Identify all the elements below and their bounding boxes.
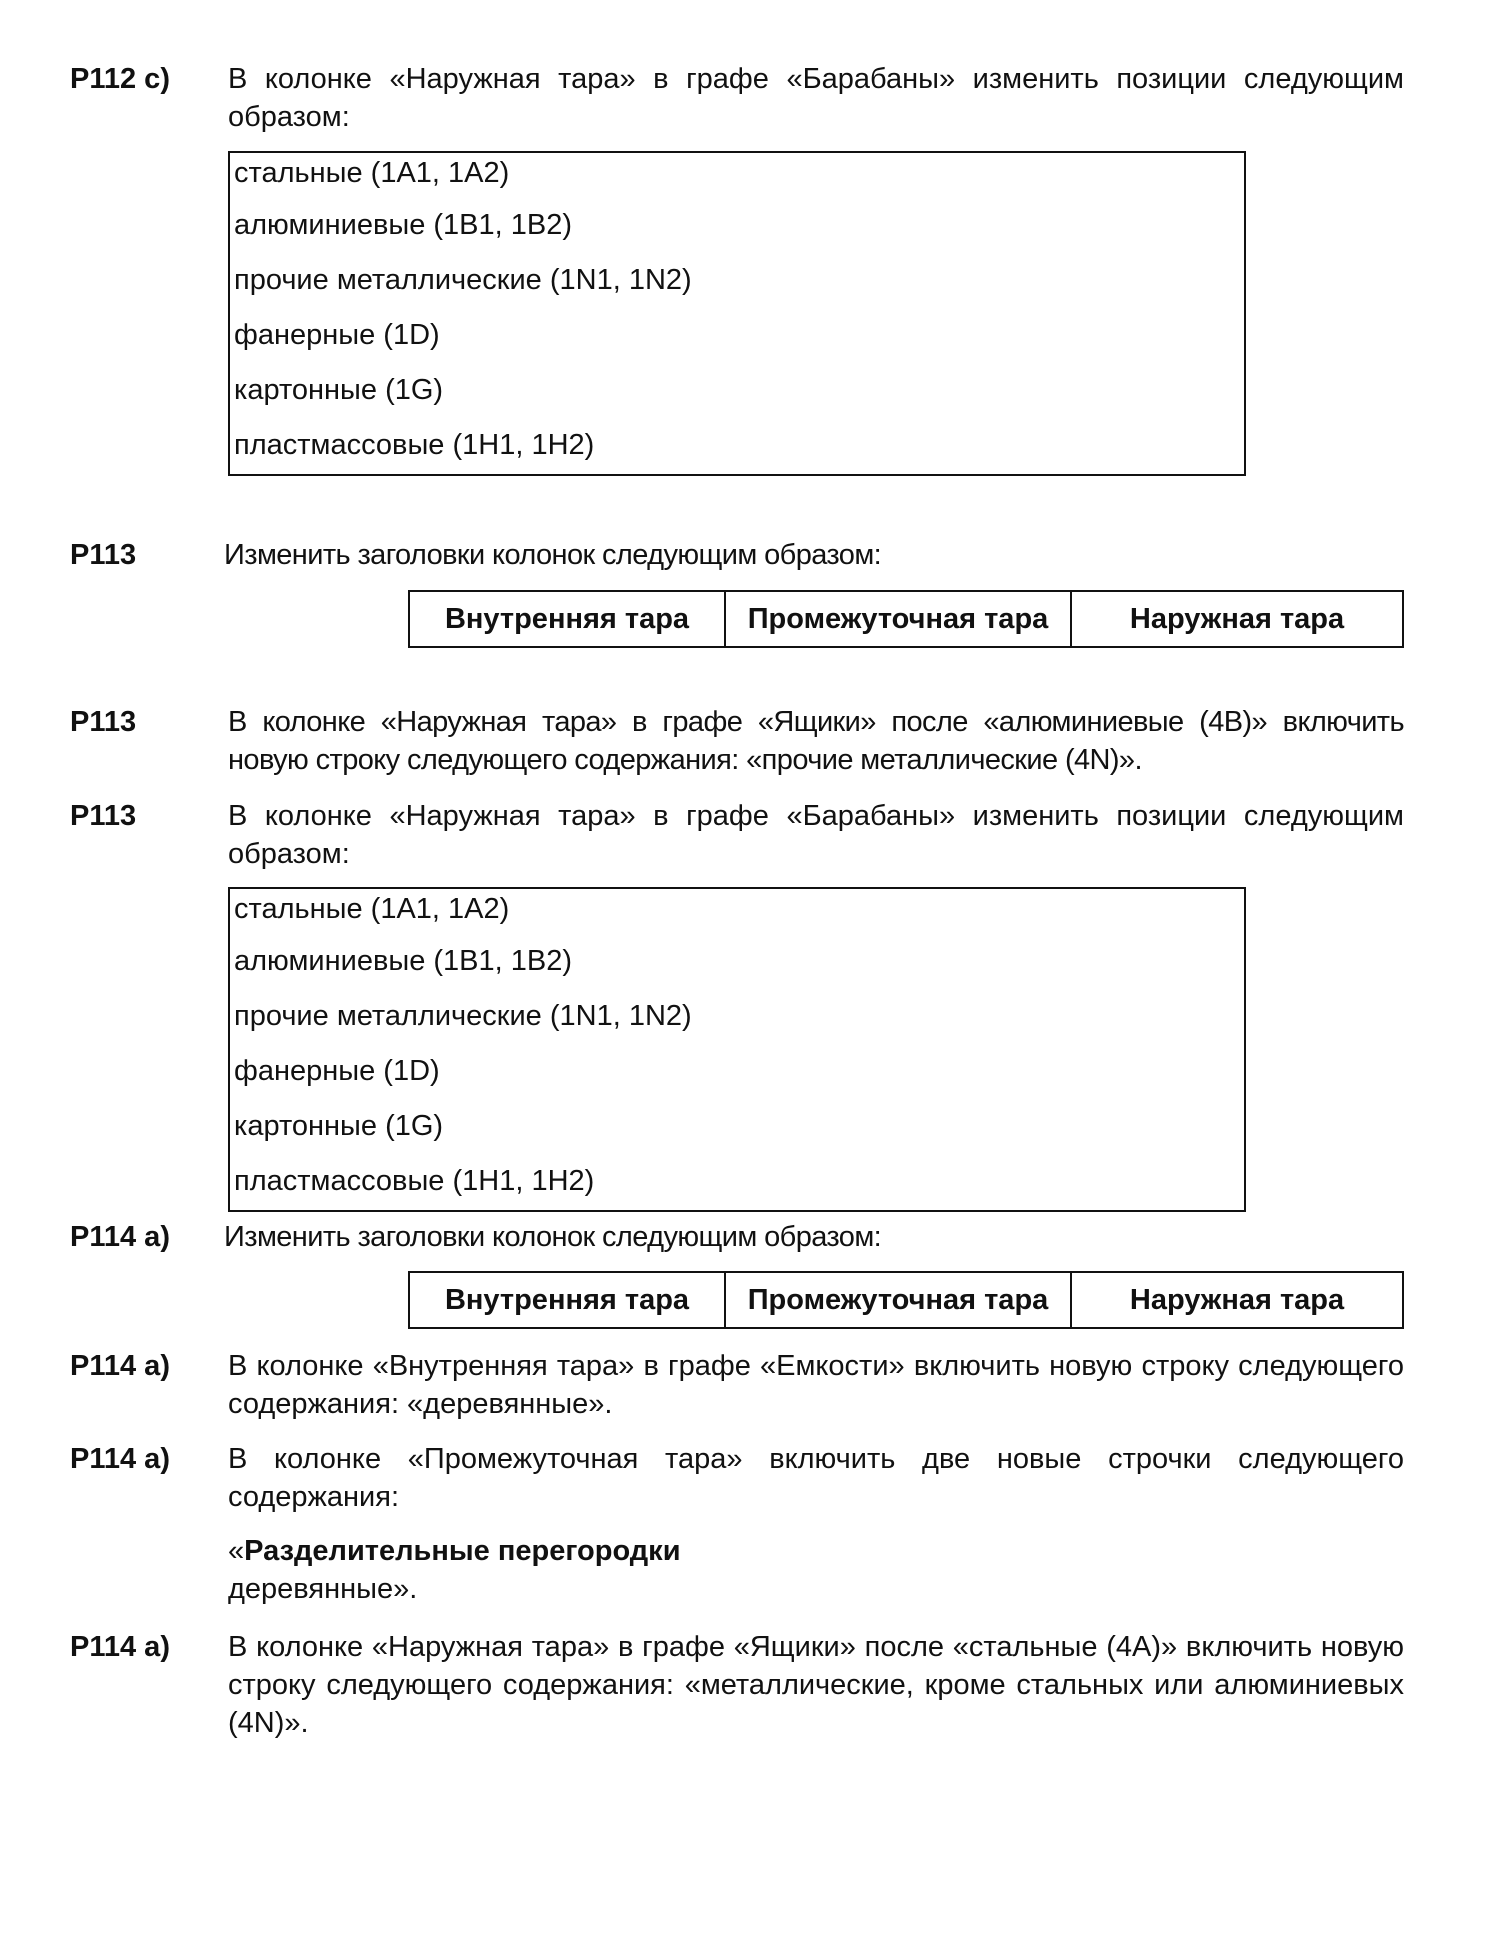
list-item: пластмассовые (1H1, 1H2)	[234, 429, 595, 461]
quote-line: деревянные».	[228, 1573, 418, 1605]
column-header: Наружная тара	[1129, 1284, 1345, 1316]
column-headers	[408, 590, 1404, 648]
replacement-list	[228, 151, 1246, 476]
column-headers	[408, 1271, 1404, 1329]
column-header: Внутренняя тара	[410, 1273, 726, 1327]
column-header: Промежуточная тара	[726, 1273, 1072, 1327]
amendment-code: P113	[70, 539, 137, 571]
list-item: стальные (1A1, 1A2)	[234, 893, 510, 925]
quoted-insert	[228, 1532, 1404, 1570]
list-item: стальные (1A1, 1A2)	[234, 157, 510, 189]
amendment-code: P113	[70, 800, 137, 832]
column-header: Наружная тара	[1129, 603, 1345, 635]
list-item: алюминиевые (1B1, 1B2)	[234, 209, 573, 241]
amendment-code: P112 c)	[70, 63, 170, 95]
column-header: Промежуточная тара	[726, 592, 1072, 646]
amendment-text: Изменить заголовки колонок следующим образом:	[224, 1221, 882, 1253]
amendment-code: P114 a)	[70, 1631, 170, 1663]
list-item: картонные (1G)	[234, 374, 444, 406]
amendment-text: В колонке «Промежуточная тара» включить две новые строчки следующего содержания:	[228, 1443, 1404, 1513]
list-item: пластмассовые (1H1, 1H2)	[234, 1165, 595, 1197]
amendment-text: В колонке «Наружная тара» в графе «Барабаны» изменить позиции следующим образом:	[228, 63, 1404, 133]
list-item: фанерные (1D)	[234, 319, 440, 351]
amendment-text: В колонке «Внутренняя тара» в графе «Емкости» включить новую строку следующего содержания: «деревянные».	[228, 1350, 1404, 1420]
list-item: прочие металлические (1N1, 1N2)	[234, 1000, 692, 1032]
list-item: прочие металлические (1N1, 1N2)	[234, 264, 692, 296]
amendment-code: P114 a)	[70, 1221, 170, 1253]
amendment-text: В колонке «Наружная тара» в графе «Ящики» после «стальные (4A)» включить новую строку следующего содержания: «металлические, кроме стальных или алюминиевых (4N)».	[228, 1631, 1404, 1739]
quote-heading: Разделительные перегородки	[244, 1535, 681, 1567]
list-item: картонные (1G)	[234, 1110, 444, 1142]
column-header: Внутренняя тара	[410, 592, 726, 646]
amendment-text: В колонке «Наружная тара» в графе «Ящики» после «алюминиевые (4B)» включить новую строку следующего содержания: «прочие металлические (4N)».	[228, 706, 1404, 776]
amendment-code: P114 a)	[70, 1350, 170, 1382]
amendment-text: В колонке «Наружная тара» в графе «Барабаны» изменить позиции следующим образом:	[228, 800, 1404, 870]
list-item: алюминиевые (1B1, 1B2)	[234, 945, 573, 977]
amendment-text: Изменить заголовки колонок следующим образом:	[224, 539, 882, 571]
amendment-code: P114 a)	[70, 1443, 170, 1475]
replacement-list	[228, 887, 1246, 1212]
quote-mark: «	[228, 1535, 245, 1567]
amendment-code: P113	[70, 706, 137, 738]
list-item: фанерные (1D)	[234, 1055, 440, 1087]
